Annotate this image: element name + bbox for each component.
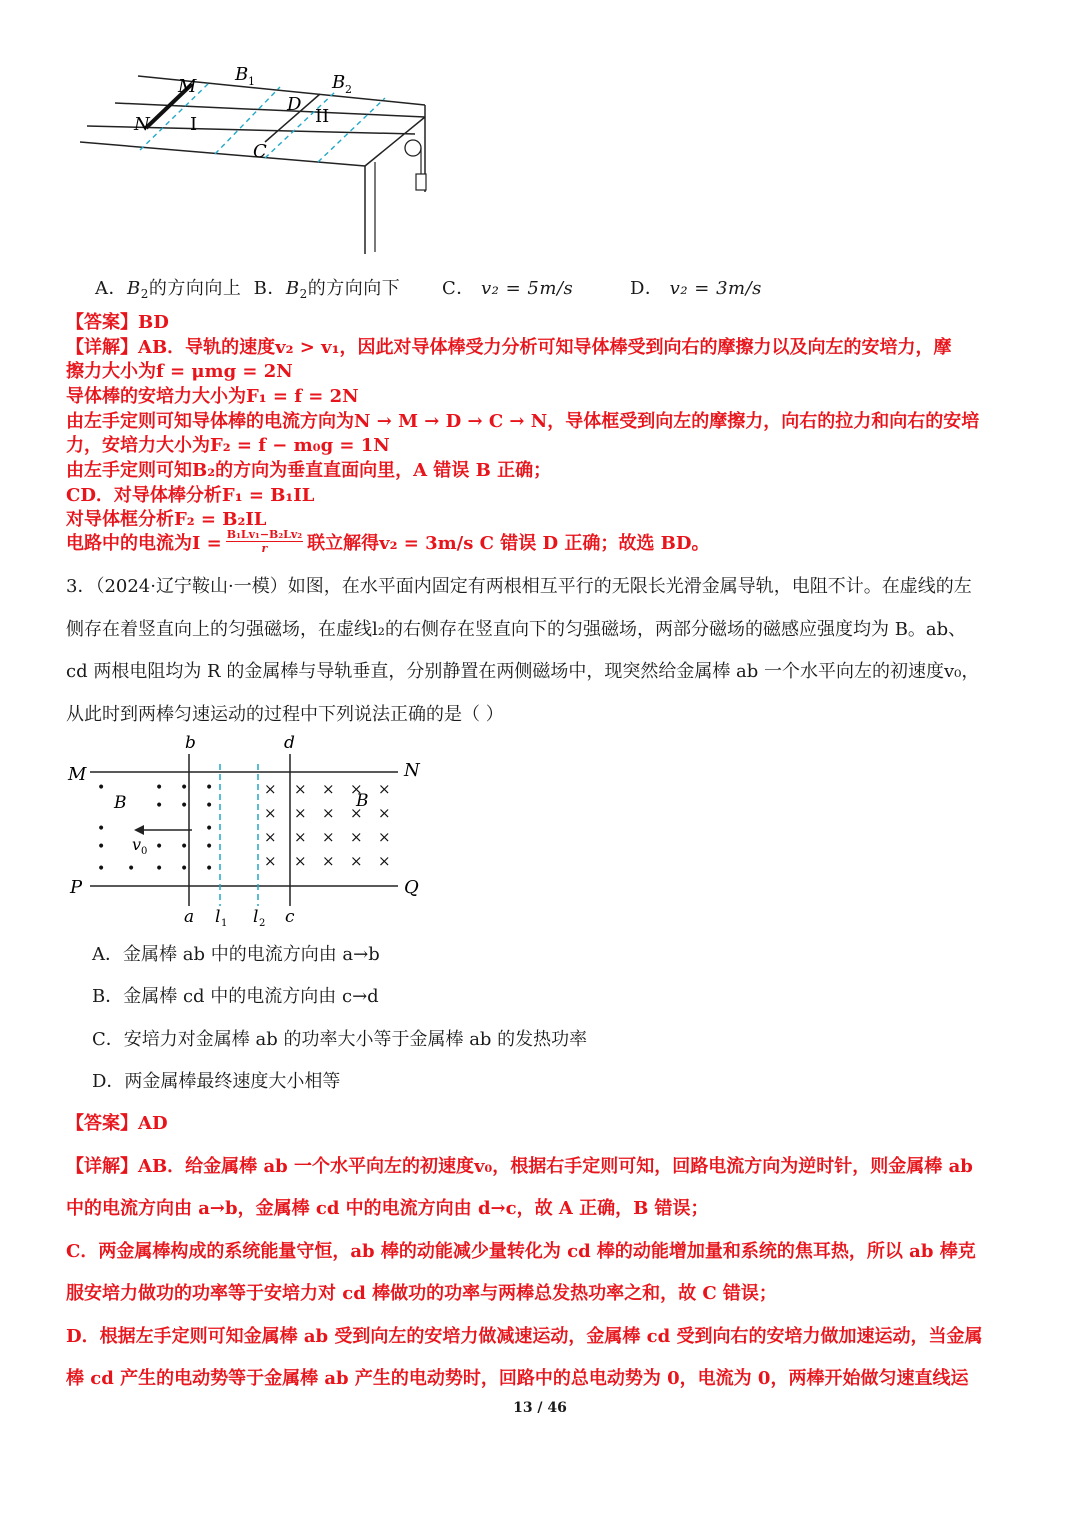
q2-options <box>95 274 400 301</box>
svg-text:•: • <box>97 861 106 877</box>
svg-text:•: • <box>155 861 164 877</box>
svg-text:•: • <box>97 839 106 855</box>
svg-text:•: • <box>205 798 214 814</box>
svg-text:•: • <box>180 798 189 814</box>
q2-explain-line-6: 由左手定则可知B₂的方向为垂直直面向里，A 错误 B 正确； <box>66 460 552 481</box>
q2-explain-line-2: 擦力大小为f = μmg = 2N <box>66 361 293 382</box>
svg-text:•: • <box>155 798 164 814</box>
q3-option-b: B．金属棒 cd 中的电流方向由 c→d <box>92 986 379 1007</box>
label-region-I: I <box>190 114 198 135</box>
q2-explain-line-8: 对导体框分析F₂ = B₂IL <box>66 509 267 530</box>
svg-text:•: • <box>180 780 189 796</box>
svg-text:•: • <box>127 861 136 877</box>
svg-text:×: × <box>264 780 277 798</box>
svg-text:•: • <box>155 839 164 855</box>
svg-text:•: • <box>155 780 164 796</box>
label-v0-sub: 0 <box>141 846 148 857</box>
svg-text:×: × <box>322 852 335 870</box>
svg-text:•: • <box>205 780 214 796</box>
q3-explain-line-3: C．两金属棒构成的系统能量守恒，ab 棒的动能减少量转化为 cd 棒的动能增加量和系统的焦耳热，所以 ab 棒克 <box>66 1241 976 1262</box>
svg-text:×: × <box>378 804 391 822</box>
q2-explain-line-5: 力，安培力大小为F₂ = f − m₀g = 1N <box>66 435 390 456</box>
q3-answer: 【答案】AD <box>66 1113 168 1134</box>
q2-explain-line-3: 导体棒的安培力大小为F₁ = f = 2N <box>66 386 359 407</box>
label-B2-sub: 2 <box>345 83 352 96</box>
q3-stem-line-2: 侧存在着竖直向上的匀强磁场，在虚线l₂的右侧存在竖直向下的匀强磁场，两部分磁场的磁感应强度均为 B。ab、 <box>66 619 967 640</box>
svg-text:×: × <box>294 828 307 846</box>
q3-option-c: C．安培力对金属棒 ab 的功率大小等于金属棒 ab 的发热功率 <box>92 1029 588 1050</box>
svg-text:×: × <box>350 828 363 846</box>
label-B-right: B <box>356 791 369 811</box>
label-a: a <box>184 907 195 927</box>
label-l2: l <box>253 907 259 927</box>
q2-explain-line-9: 电路中的电流为I = $\frac{\text{B₁Lv₁−B₂Lv₂}}{r}$ 联立解得v₂ = 3m/s C 错误 D 正确；故选 BD。 <box>66 528 710 555</box>
q2-option-a: A．$B_2$的方向向上 <box>95 278 242 301</box>
q3-option-a: A．金属棒 ab 中的电流方向由 a→b <box>92 944 380 965</box>
svg-text:×: × <box>322 828 335 846</box>
label-l1-sub: 1 <box>221 918 228 928</box>
label-l1: l <box>215 907 221 927</box>
label-B1-sub: 1 <box>248 75 255 88</box>
q3-stem-line-1: 3．（2024·辽宁鞍山·一模）如图，在水平面内固定有两根相互平行的无限长光滑金属导轨，电阻不计。在虚线的左 <box>66 576 972 597</box>
q3-explain-line-4: 服安培力做功的功率等于安培力对 cd 棒做功的功率与两棒总发热功率之和，故 C 错误； <box>66 1283 777 1304</box>
q3-option-d: D．两金属棒最终速度大小相等 <box>92 1071 341 1092</box>
svg-text:•: • <box>180 839 189 855</box>
label-N2: N <box>404 760 420 781</box>
label-d: d <box>284 733 295 753</box>
svg-text:•: • <box>205 839 214 855</box>
label-b: b <box>185 733 196 753</box>
svg-text:×: × <box>264 828 277 846</box>
q2-answer: 【答案】BD <box>66 312 169 333</box>
q3-explain-line-5: D．根据左手定则可知金属棒 ab 受到向左的安培力做减速运动，金属棒 cd 受到向右的安培力做加速运动，当金属 <box>66 1326 983 1347</box>
q2-option-c: C． v₂ = 5m/s <box>442 278 574 299</box>
label-Q: Q <box>404 877 419 898</box>
q3-stem-line-3: cd 两根电阻均为 R 的金属棒与导轨垂直，分别静置在两侧磁场中，现突然给金属棒 ab 一个水平向左的初速度v₀， <box>66 661 980 682</box>
label-B2: B <box>332 72 346 93</box>
svg-text:•: • <box>180 861 189 877</box>
svg-text:×: × <box>322 780 335 798</box>
label-B1: B <box>235 64 249 85</box>
q3-explain-line-2: 中的电流方向由 a→b，金属棒 cd 中的电流方向由 d→c，故 A 正确，B 错误； <box>66 1198 709 1219</box>
label-M2: M <box>68 764 87 785</box>
label-N: N <box>134 114 150 135</box>
svg-text:×: × <box>264 804 277 822</box>
svg-text:•: • <box>205 861 214 877</box>
rails-field-figure <box>60 728 440 928</box>
svg-text:×: × <box>294 804 307 822</box>
q2-option-d: D． v₂ = 3m/s <box>630 278 762 299</box>
svg-text:×: × <box>350 780 363 798</box>
label-B-left: B <box>114 793 127 813</box>
q2-explain-line-7: CD．对导体棒分析F₁ = B₁IL <box>66 485 315 506</box>
svg-text:×: × <box>378 852 391 870</box>
rail-table-figure <box>80 62 460 262</box>
svg-text:•: • <box>205 821 214 837</box>
svg-text:×: × <box>350 804 363 822</box>
svg-text:•: • <box>97 780 106 796</box>
svg-text:×: × <box>294 852 307 870</box>
label-region-II: II <box>315 106 330 127</box>
label-P: P <box>70 877 83 898</box>
svg-text:×: × <box>378 780 391 798</box>
label-v0: v <box>132 835 142 854</box>
svg-text:×: × <box>264 852 277 870</box>
label-M: M <box>178 76 197 97</box>
label-c: c <box>285 907 295 927</box>
svg-text:×: × <box>350 852 363 870</box>
q3-stem-line-4: 从此时到两棒匀速运动的过程中下列说法正确的是（ ） <box>66 704 504 725</box>
q3-explain-line-6: 棒 cd 产生的电动势等于金属棒 ab 产生的电动势时，回路中的总电动势为 0，电流为 0，两棒开始做匀速直线运 <box>66 1368 969 1389</box>
field-crosses <box>264 780 391 870</box>
q2-option-b: B．$B_2$的方向向下 <box>253 278 401 301</box>
svg-text:×: × <box>322 804 335 822</box>
page-number: 13 / 46 <box>513 1400 567 1416</box>
q3-explain-line-1: 【详解】AB．给金属棒 ab 一个水平向左的初速度v₀，根据右手定则可知，回路电流方向为逆时针，则金属棒 ab <box>66 1156 973 1177</box>
svg-text:×: × <box>294 780 307 798</box>
svg-text:•: • <box>97 821 106 837</box>
label-l2-sub: 2 <box>259 918 266 928</box>
q2-explain-line-4: 由左手定则可知导体棒的电流方向为N → M → D → C → N，导体框受到向左的摩擦力，向右的拉力和向右的安培 <box>66 411 980 432</box>
current-fraction: $\frac{\text{B₁Lv₁−B₂Lv₂}}{r}$ <box>226 528 303 555</box>
label-D: D <box>287 94 302 115</box>
svg-text:×: × <box>378 828 391 846</box>
label-C: C <box>253 141 267 162</box>
q2-explain-line-1: 【详解】AB．导轨的速度v₂ > v₁，因此对导体棒受力分析可知导体棒受到向右的摩擦力以及向左的安培力，摩 <box>66 337 952 358</box>
